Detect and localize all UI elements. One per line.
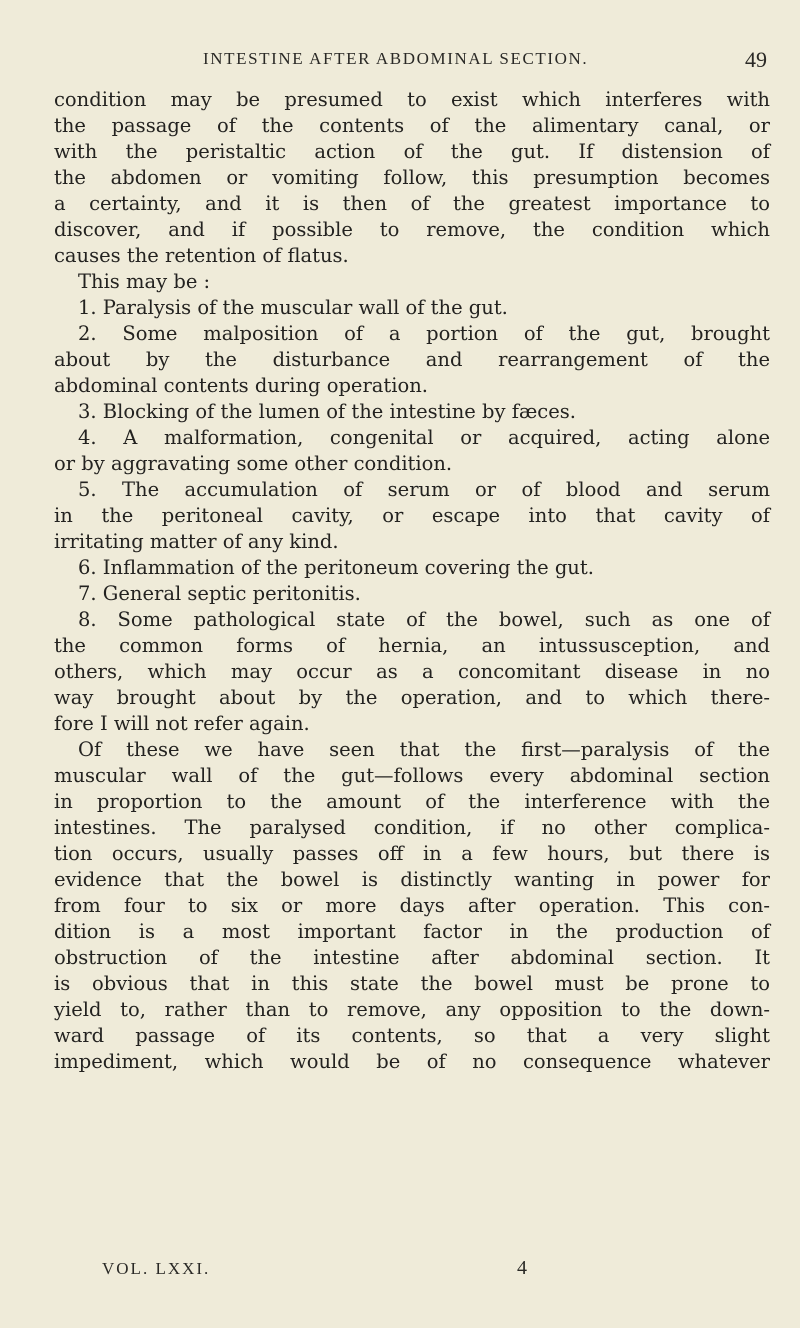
text-line: yield to, rather than to remove, any opposition to the down- [54,998,770,1021]
text-line: in proportion to the amount of the interference with the [54,790,770,813]
text-line: way brought about by the operation, and to which there- [54,686,770,709]
paragraph-start: Of these we have seen that the first—paralysis of the [78,738,770,761]
text-line: is obvious that in this state the bowel must be prone to [54,972,770,995]
text-line: with the peristaltic action of the gut. If distension of [54,140,770,163]
text-line: impediment, which would be of no consequence whatever [54,1050,770,1073]
running-head [0,49,800,79]
text-line: muscular wall of the gut—follows every abdominal section [54,764,770,787]
page-number: 49 [745,47,767,72]
text-line: discover, and if possible to remove, the condition which [54,218,770,241]
text-line: a certainty, and it is then of the greatest importance to [54,192,770,215]
text-line: or by aggravating some other condition. [54,452,453,475]
text-line: abdominal contents during operation. [54,374,428,397]
text-line: the abdomen or vomiting follow, this presumption becomes [54,166,770,189]
text-line: irritating matter of any kind. [54,530,339,553]
text-line: intestines. The paralysed condition, if no other complica- [54,816,770,839]
body-text [54,87,770,1075]
page-footer [0,1259,800,1285]
sheet-number: 4 [517,1257,527,1279]
text-line: the passage of the contents of the alimentary canal, or [54,114,770,137]
volume-signature: VOL. LXXI. [102,1259,211,1278]
text-line: about by the disturbance and rearrangement of the [54,348,770,371]
running-title: INTESTINE AFTER ABDOMINAL SECTION. [203,49,589,68]
text-line: fore I will not refer again. [54,712,310,735]
text-line: others, which may occur as a concomitant disease in no [54,660,770,683]
list-item-5: 5. The accumulation of serum or of blood and serum [78,478,770,501]
text-line: in the peritoneal cavity, or escape into that cavity of [54,504,770,527]
list-item-7: 7. General septic peritonitis. [78,582,361,605]
list-item-1: 1. Paralysis of the muscular wall of the gut. [78,296,508,319]
text-line: obstruction of the intestine after abdominal section. It [54,946,770,969]
text-line: causes the retention of flatus. [54,244,349,267]
text-line: evidence that the bowel is distinctly wanting in power for [54,868,770,891]
text-line: This may be : [78,270,211,293]
text-line: the common forms of hernia, an intussusception, and [54,634,770,657]
text-line: condition may be presumed to exist which interferes with [54,88,770,111]
list-item-4: 4. A malformation, congenital or acquired, acting alone [78,426,770,449]
text-line: ward passage of its contents, so that a very slight [54,1024,770,1047]
text-line: tion occurs, usually passes off in a few hours, but there is [54,842,770,865]
list-item-2: 2. Some malposition of a portion of the gut, brought [78,322,770,345]
text-line: dition is a most important factor in the production of [54,920,770,943]
list-item-6: 6. Inflammation of the peritoneum covering the gut. [78,556,594,579]
list-item-8: 8. Some pathological state of the bowel, such as one of [78,608,770,631]
list-item-3: 3. Blocking of the lumen of the intestine by fæces. [78,400,576,423]
text-line: from four to six or more days after operation. This con- [54,894,770,917]
